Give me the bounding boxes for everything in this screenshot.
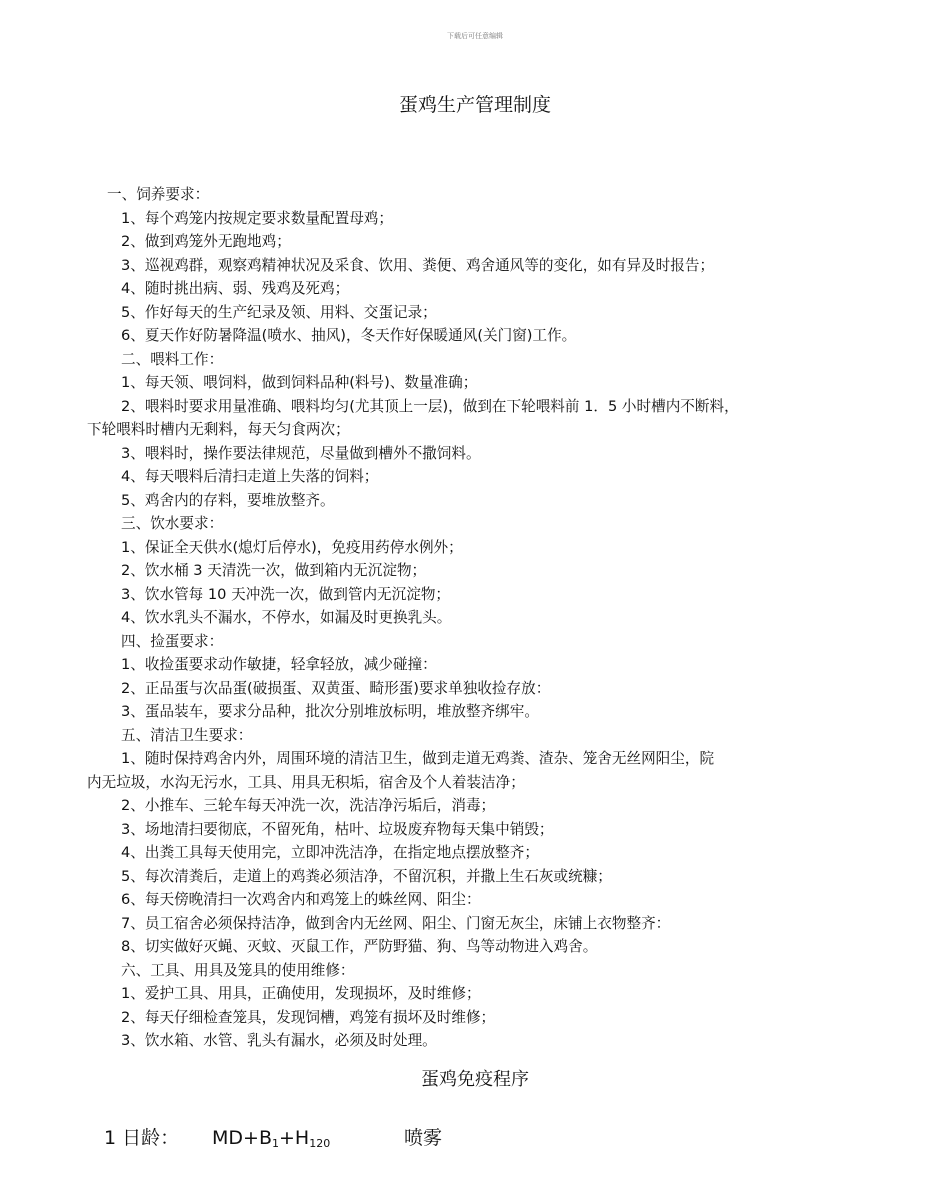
vaccine-main: MD+B [212, 1127, 272, 1149]
list-item: 1、每个鸡笼内按规定要求数量配置母鸡； [121, 209, 393, 227]
list-item: 2、做到鸡笼外无跑地鸡； [121, 233, 291, 250]
list-item: 1、每天领、喂饲料，做到饲料品种(料号)、数量准确； [121, 374, 478, 391]
section-heading: 三、饮水要求： [121, 515, 224, 532]
list-item: 4、每天喂料后清扫走道上失落的饲料； [121, 468, 379, 485]
vaccine-name [212, 1124, 330, 1158]
list-item: 5、鸡舍内的存料，要堆放整齐。 [121, 491, 335, 509]
vaccine-plus: +H [278, 1127, 310, 1149]
vaccine-subscript-2: 120 [309, 1137, 331, 1150]
section-heading: 四、捡蛋要求： [121, 632, 224, 650]
list-item: 5、每次清粪后，走道上的鸡粪必须洁净，不留沉积，并撒上生石灰或统糠； [121, 867, 612, 885]
list-item: 2、每天仔细检查笼具，发现饲槽，鸡笼有损坏及时维修； [121, 1008, 496, 1026]
method-label: 喷雾 [404, 1127, 443, 1149]
list-item: 2、饮水桶 3 天清洗一次，做到箱内无沉淀物； [121, 562, 427, 579]
list-item: 3、蛋品装车，要求分品种，批次分别堆放标明，堆放整齐绑牢。 [121, 703, 539, 720]
list-item-continuation: 内无垃圾，水沟无污水，工具、用具无积垢，宿舍及个人着装洁净； [87, 773, 525, 791]
list-item: 1、保证全天供水(熄灯后停水)，免疫用药停水例外； [121, 538, 463, 556]
document-body [87, 183, 877, 1053]
list-item: 6、每天傍晚清扫一次鸡舍内和鸡笼上的蛛丝网、阳尘： [121, 891, 481, 908]
list-item: 4、随时挑出病、弱、残鸡及死鸡； [121, 280, 350, 297]
list-item: 3、场地清扫要彻底，不留死角，枯叶、垃圾废弃物每天集中销毁； [121, 820, 554, 838]
list-item: 2、小推车、三轮车每天冲洗一次，洗洁净污垢后，消毒； [121, 797, 496, 814]
list-item: 3、喂料时，操作要法律规范，尽量做到槽外不撒饲料。 [121, 444, 481, 462]
section-heading: 五、清洁卫生要求： [121, 726, 253, 744]
section-heading: 一、饲养要求： [107, 186, 210, 203]
list-item: 3、饮水管每 10 天冲洗一次，做到管内无沉淀物； [121, 585, 451, 603]
list-item: 1、收捡蛋要求动作敏捷，轻拿轻放，减少碰撞： [121, 656, 437, 673]
list-item: 3、饮水箱、水管、乳头有漏水，必须及时处理。 [121, 1032, 437, 1049]
list-item: 3、巡视鸡群，观察鸡精神状况及采食、饮用、粪便、鸡舍通风等的变化，如有异及时报告； [121, 256, 715, 274]
list-item: 2、正品蛋与次品蛋(破损蛋、双黄蛋、畸形蛋)要求单独收捡存放： [121, 679, 551, 697]
list-item: 2、喂料时要求用量准确、喂料均匀(尤其顶上一层)，做到在下轮喂料前 1．5 小时槽内不断料， [121, 397, 739, 415]
age-label: 1 日龄： [104, 1127, 180, 1149]
list-item: 5、作好每天的生产纪录及领、用料、交蛋记录； [121, 303, 437, 321]
list-item: 4、出粪工具每天使用完，立即冲洗洁净，在指定地点摆放整齐； [121, 844, 539, 861]
list-item: 1、爱护工具、用具，正确使用，发现损坏，及时维修； [121, 985, 481, 1002]
vaccine-subscript-1: 1 [271, 1137, 279, 1150]
immunization-title: 蛋鸡免疫程序 [421, 1069, 529, 1090]
list-item: 7、员工宿舍必须保持洁净，做到舍内无丝网、阳尘、门窗无灰尘，床铺上衣物整齐： [121, 914, 671, 932]
list-item-continuation: 下轮喂料时槽内无剩料，每天匀食两次； [87, 421, 350, 438]
list-item: 8、切实做好灭蝇、灭蚊、灭鼠工作，严防野猫、狗、鸟等动物进入鸡舍。 [121, 938, 598, 955]
list-item: 4、饮水乳头不漏水，不停水，如漏及时更换乳头。 [121, 609, 452, 626]
section-heading: 二、喂料工作： [121, 350, 224, 368]
header-note: 下载后可任意编辑 [447, 32, 503, 40]
list-item: 6、夏天作好防暑降温(喷水、抽风)，冬天作好保暖通风(关门窗)工作。 [121, 327, 577, 344]
list-item: 1、随时保持鸡舍内外，周围环境的清洁卫生，做到走道无鸡粪、渣杂、笼舍无丝网阳尘，院 [121, 750, 715, 767]
page-title: 蛋鸡生产管理制度 [398, 94, 551, 116]
section-heading: 六、工具、用具及笼具的使用维修： [121, 961, 355, 979]
